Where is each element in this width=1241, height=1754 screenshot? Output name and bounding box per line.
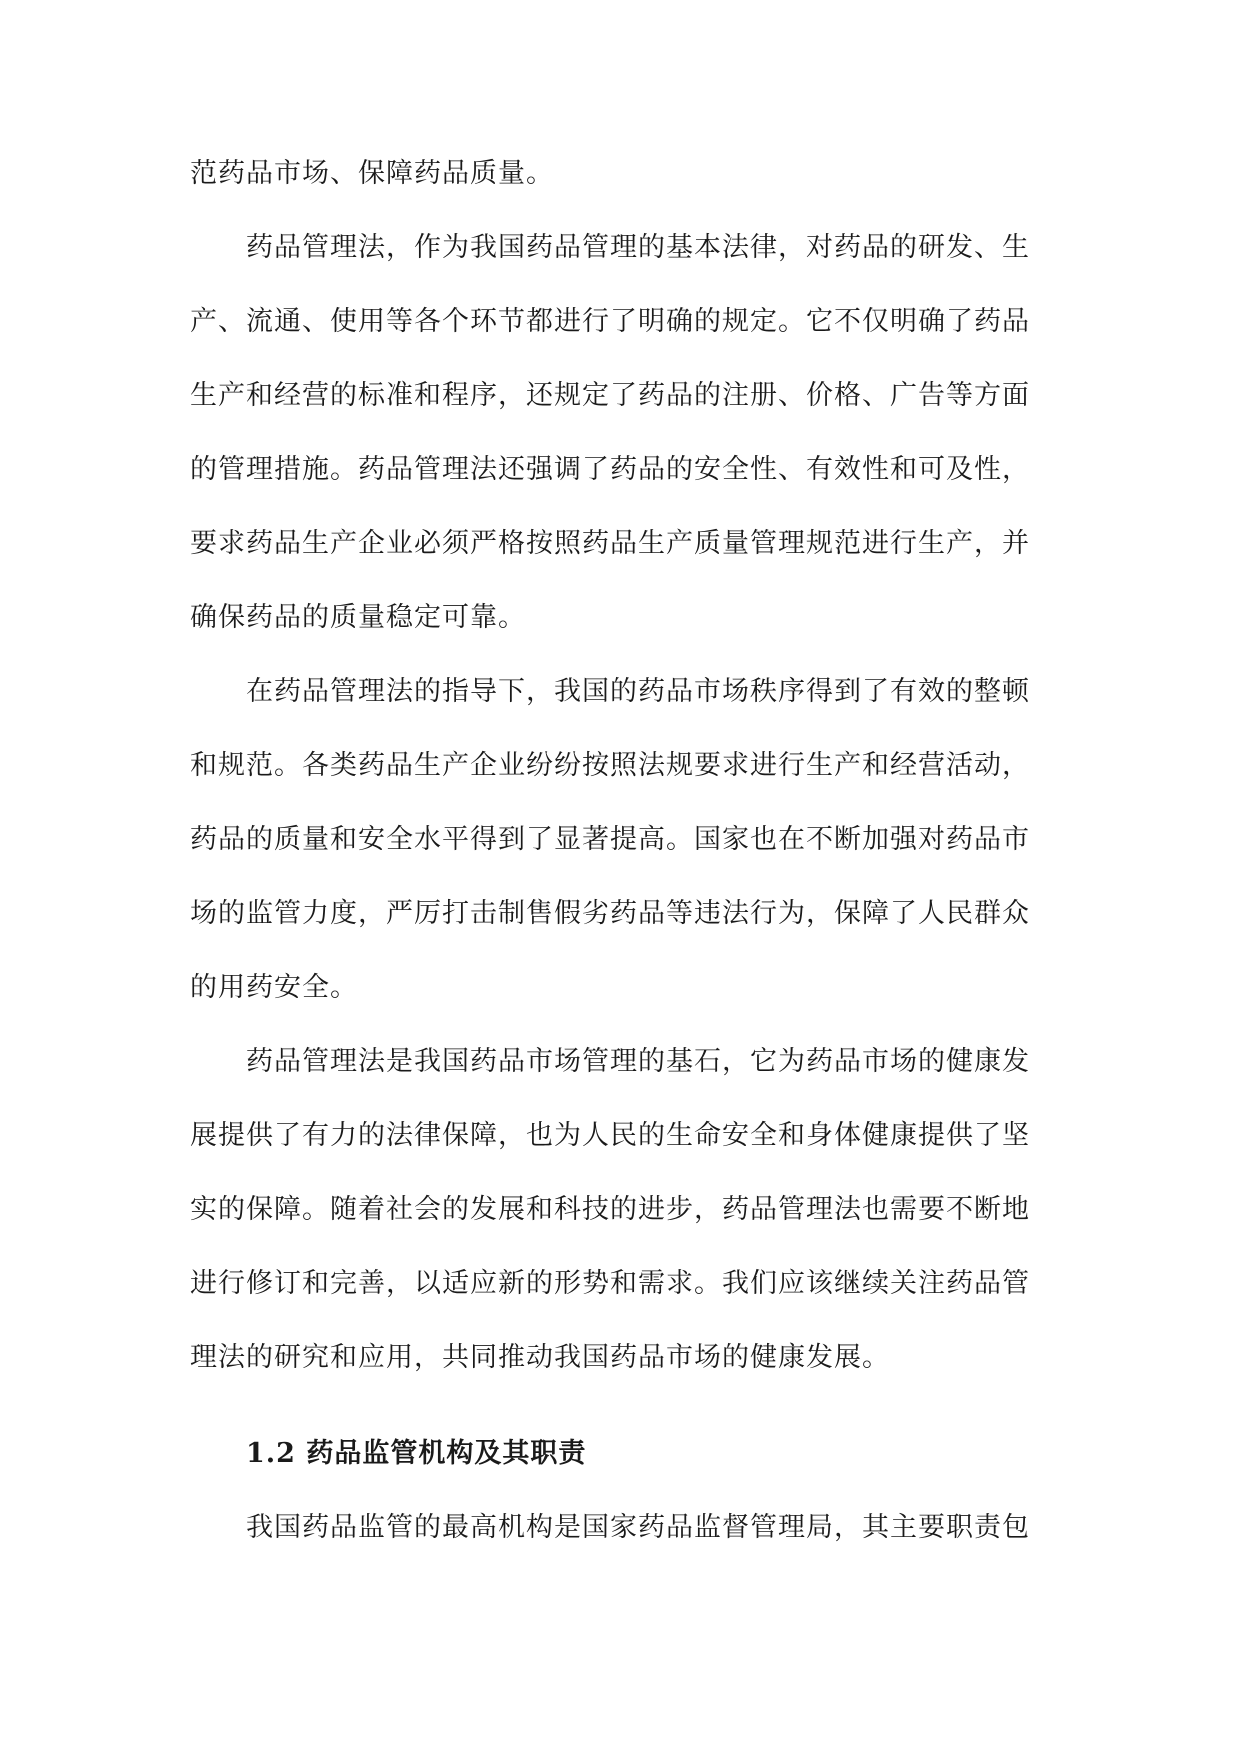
paragraph-line: 药品的质量和安全水平得到了显著提高。国家也在不断加强对药品市	[190, 824, 1030, 855]
paragraph-line: 生产和经营的标准和程序，还规定了药品的注册、价格、广告等方面	[190, 380, 1030, 411]
paragraph-line: 药品管理法，作为我国药品管理的基本法律，对药品的研发、生	[246, 232, 1030, 263]
paragraph-line: 理法的研究和应用，共同推动我国药品市场的健康发展。	[190, 1342, 890, 1373]
section-heading: 1.2 药品监管机构及其职责	[246, 1438, 587, 1469]
paragraph-line: 的管理措施。药品管理法还强调了药品的安全性、有效性和可及性，	[190, 454, 1030, 485]
paragraph-line: 我国药品监管的最高机构是国家药品监督管理局，其主要职责包	[246, 1512, 1030, 1543]
paragraph-line: 展提供了有力的法律保障，也为人民的生命安全和身体健康提供了坚	[190, 1120, 1030, 1151]
paragraph-line: 场的监管力度，严厉打击制售假劣药品等违法行为，保障了人民群众	[190, 898, 1030, 929]
paragraph-line: 药品管理法是我国药品市场管理的基石，它为药品市场的健康发	[246, 1046, 1030, 1077]
paragraph-line: 和规范。各类药品生产企业纷纷按照法规要求进行生产和经营活动，	[190, 750, 1030, 781]
paragraph-line: 范药品市场、保障药品质量。	[190, 158, 554, 189]
paragraph-line: 产、流通、使用等各个环节都进行了明确的规定。它不仅明确了药品	[190, 306, 1030, 337]
paragraph-line: 的用药安全。	[190, 972, 358, 1003]
section-spacer	[190, 1395, 1052, 1417]
paragraph-line: 要求药品生产企业必须严格按照药品生产质量管理规范进行生产，并	[190, 528, 1030, 559]
document-body	[190, 137, 1052, 1565]
paragraph-line: 在药品管理法的指导下，我国的药品市场秩序得到了有效的整顿	[246, 676, 1030, 707]
paragraph-line: 实的保障。随着社会的发展和科技的进步，药品管理法也需要不断地	[190, 1194, 1030, 1225]
paragraph-line: 进行修订和完善，以适应新的形势和需求。我们应该继续关注药品管	[190, 1268, 1030, 1299]
paragraph-line: 确保药品的质量稳定可靠。	[190, 602, 526, 633]
